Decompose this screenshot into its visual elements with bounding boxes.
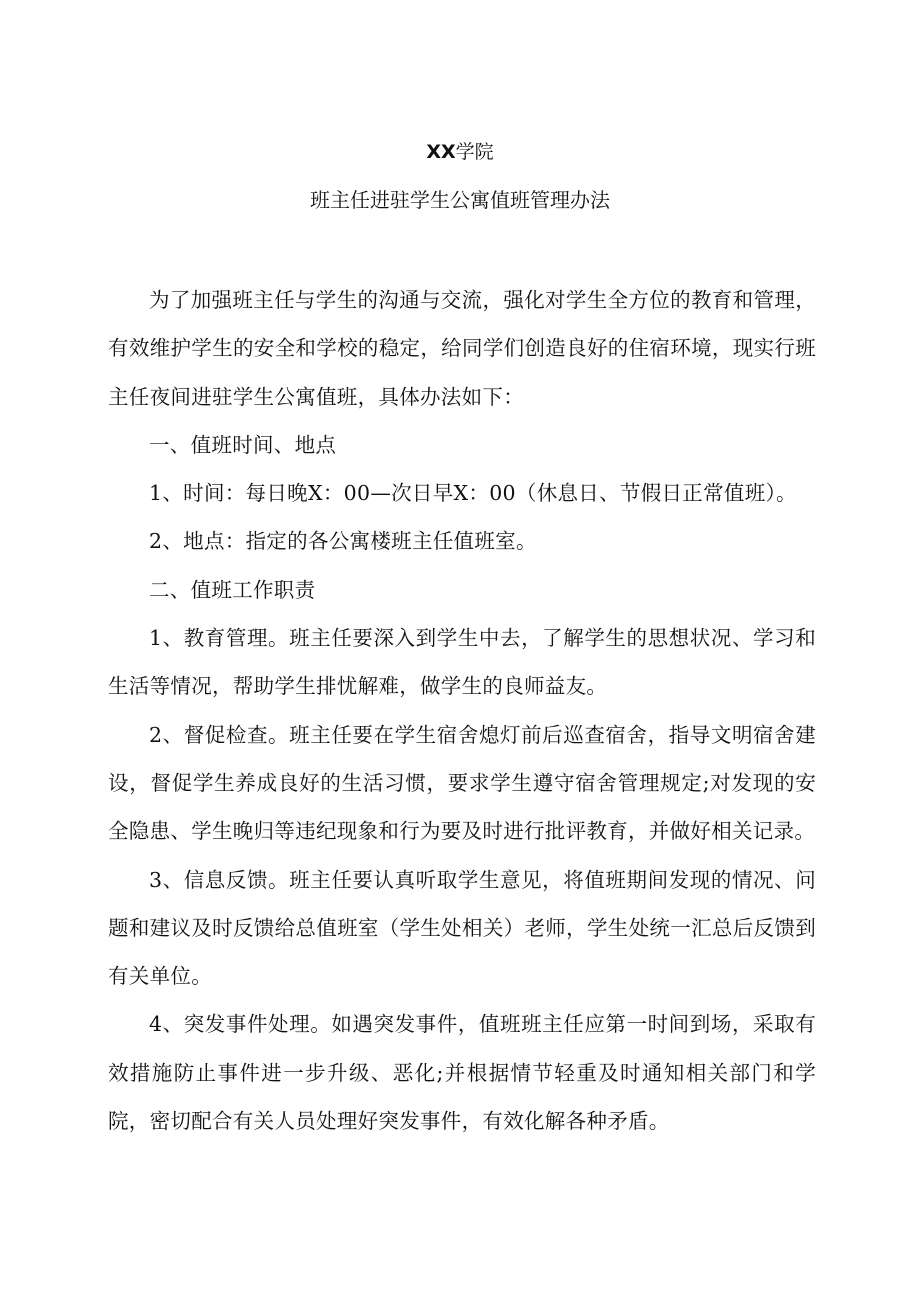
college-name [0, 139, 920, 165]
college-suffix: 学院 [455, 141, 494, 163]
college-mark: XX [426, 141, 456, 163]
document-body [108, 276, 816, 1145]
section-heading-duties: 二、值班工作职责 [149, 577, 316, 602]
duty-time-item: 1、时间：每日晚X：00—次日早X：00（休息日、节假日正常值班）。 [149, 481, 797, 506]
duty-emergency-item: 4、突发事件处理。如遇突发事件，值班班主任应第一时间到场，采取有效措施防止事件进一步升级、恶化;并根据情节轻重及时通知相关部门和学院，密切配合有关人员处理好突发事件，有效化解各种矛盾。 [108, 1012, 816, 1134]
duty-feedback-item: 3、信息反馈。班主任要认真听取学生意见，将值班期间发现的情况、问题和建议及时反馈给总值班室（学生处相关）老师，学生处统一汇总后反馈到有关单位。 [108, 867, 816, 989]
duty-education-item: 1、教育管理。班主任要深入到学生中去，了解学生的思想状况、学习和生活等情况，帮助学生排忧解难，做学生的良师益友。 [108, 626, 816, 699]
section-heading-time-place: 一、值班时间、地点 [149, 432, 337, 457]
duty-place-item: 2、地点：指定的各公寓楼班主任值班室。 [149, 529, 537, 554]
duty-inspection-item: 2、督促检查。班主任要在学生宿舍熄灯前后巡查宿舍，指导文明宿舍建设，督促学生养成良好的生活习惯，要求学生遵守宿舍管理规定;对发现的安全隐患、学生晚归等违纪现象和行为要及时进行批评教育，并做好相关记录。 [108, 722, 816, 844]
intro-paragraph: 为了加强班主任与学生的沟通与交流，强化对学生全方位的教育和管理，有效维护学生的安全和学校的稳定，给同学们创造良好的住宿环境，现实行班主任夜间进驻学生公寓值班，具体办法如下： [108, 288, 816, 409]
document-title: 班主任进驻学生公寓值班管理办法 [310, 188, 610, 212]
